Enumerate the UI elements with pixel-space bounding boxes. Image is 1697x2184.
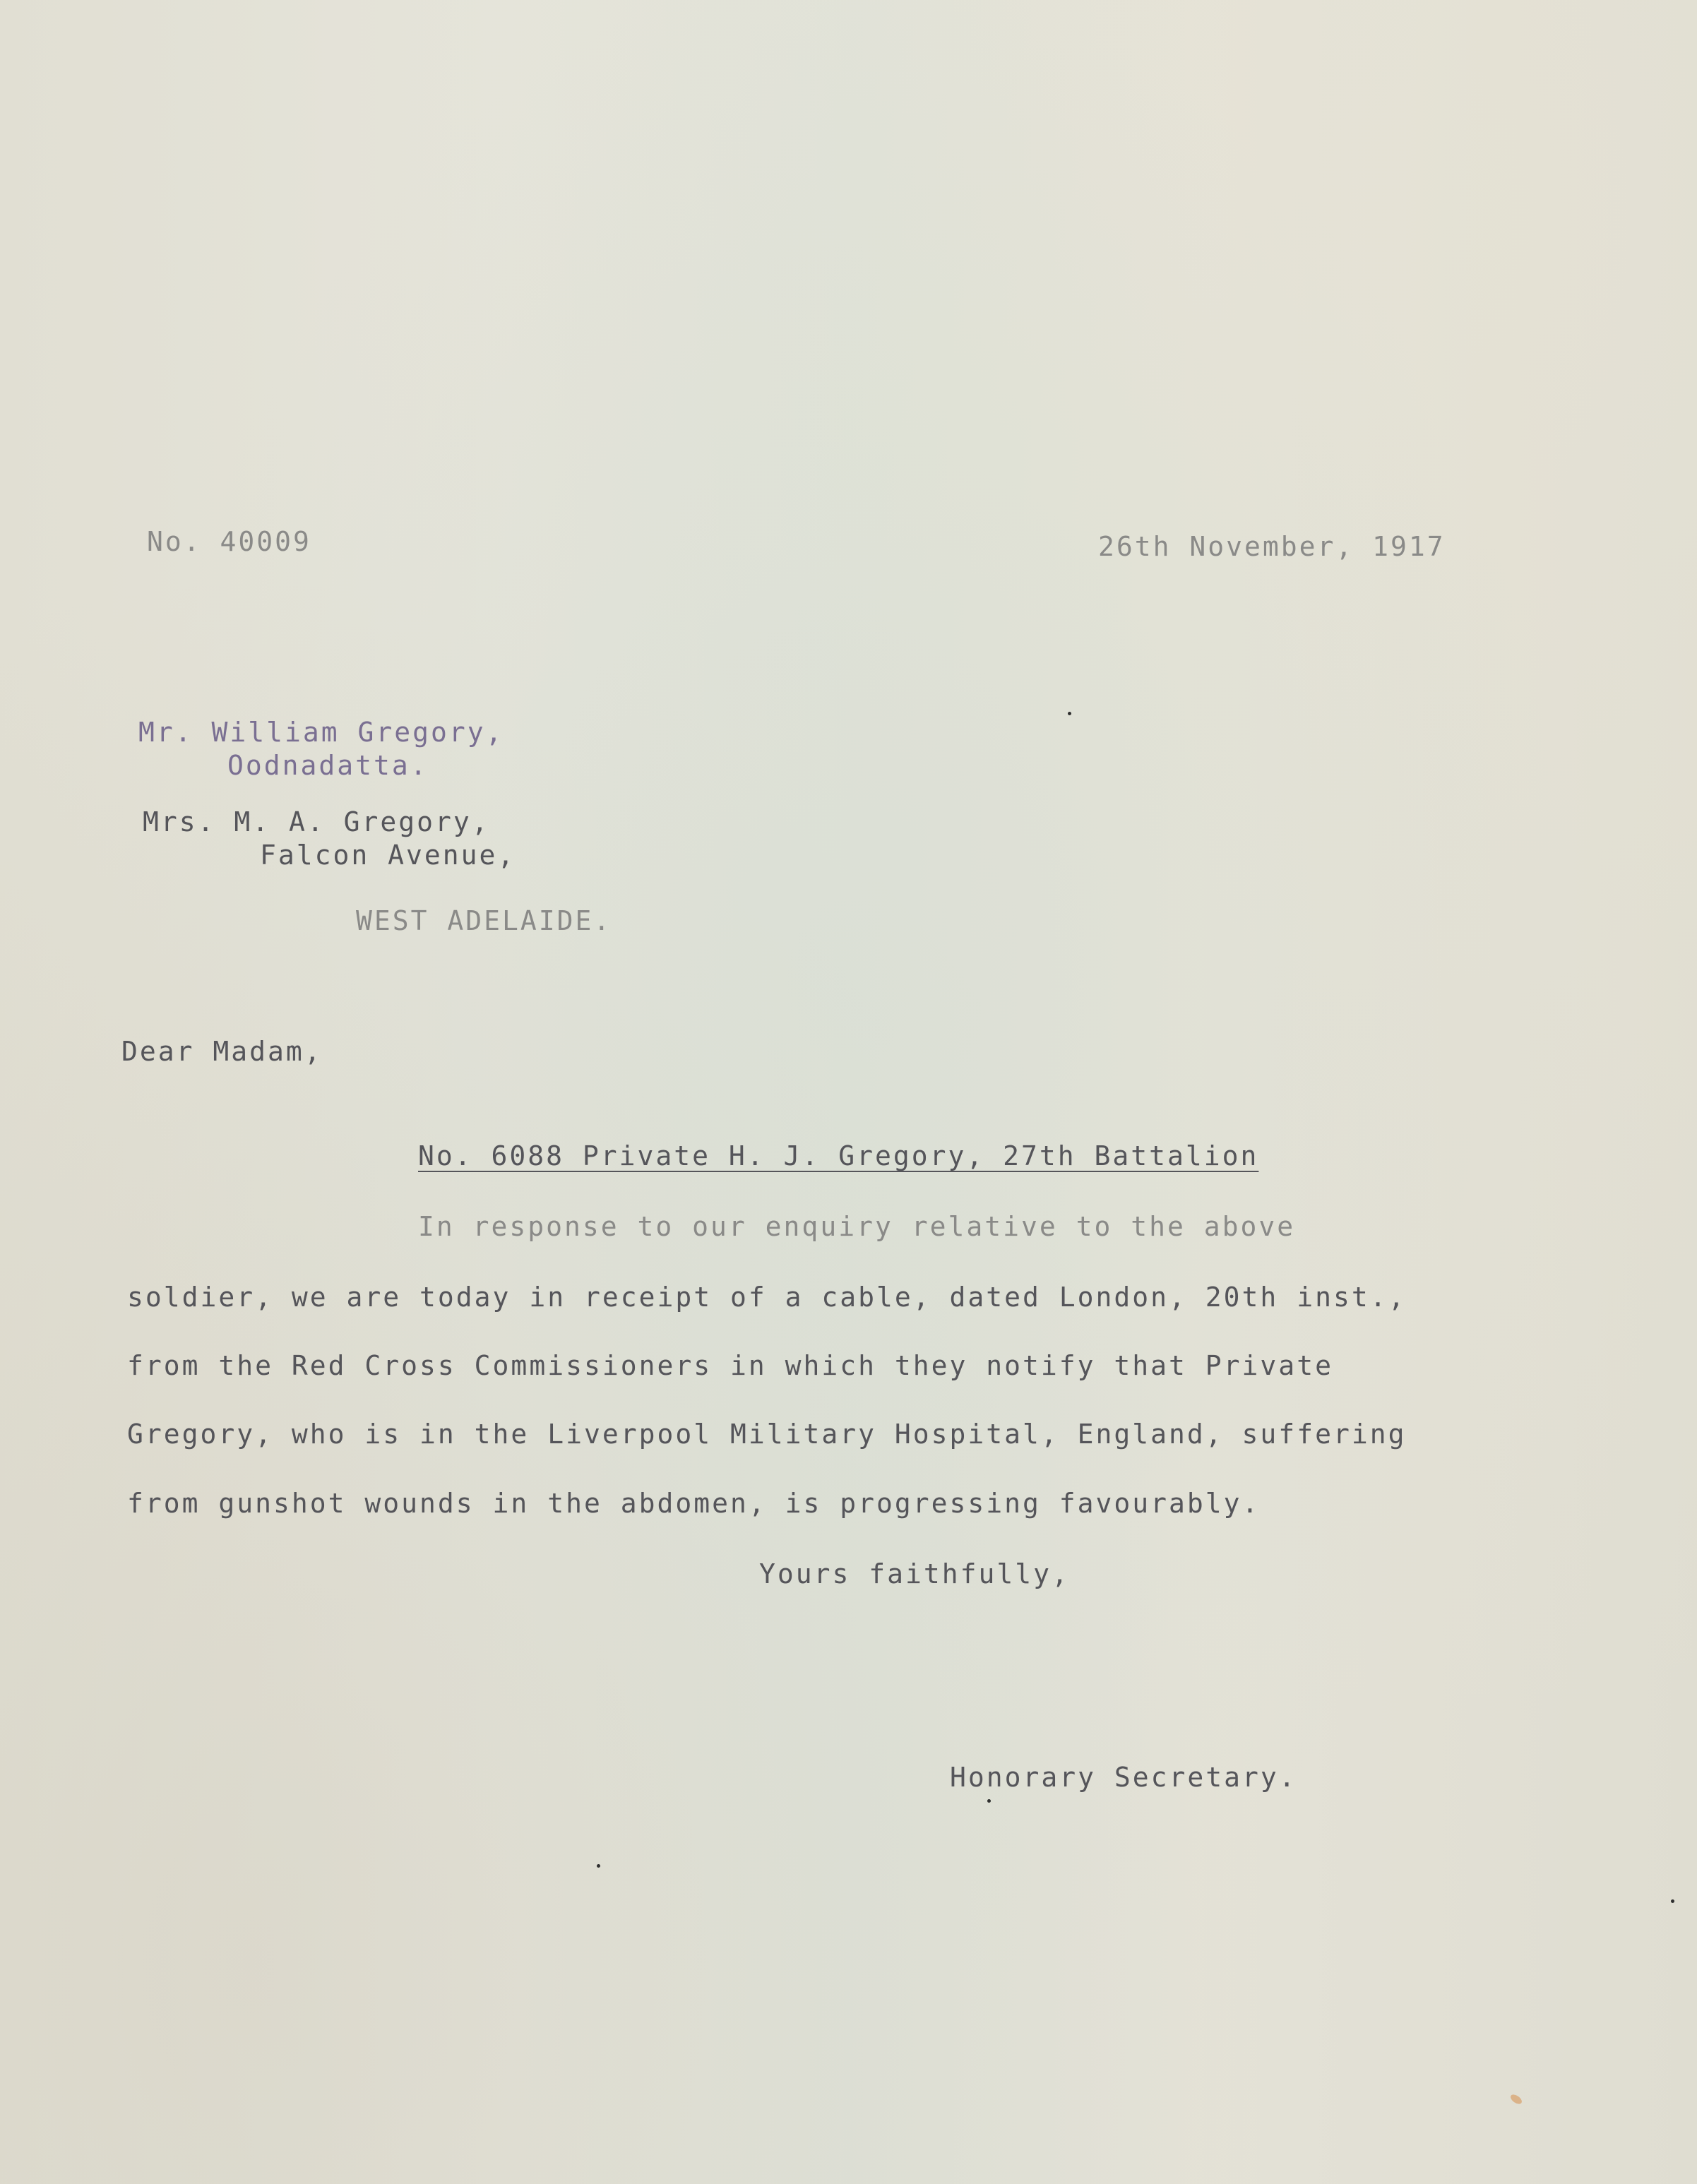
- paper-stain: [1509, 2093, 1523, 2106]
- paper-speck: [1671, 1899, 1674, 1903]
- signatory-title: Honorary Secretary.: [950, 1762, 1297, 1793]
- subject-heading: No. 6088 Private H. J. Gregory, 27th Battalion: [418, 1140, 1259, 1171]
- paper-speck: [1068, 712, 1071, 715]
- recipient-2-name: Mrs. M. A. Gregory,: [143, 806, 490, 837]
- body-line-1: In response to our enquiry relative to the above: [418, 1211, 1296, 1242]
- recipient-2-city: WEST ADELAIDE.: [356, 905, 612, 936]
- reference-number: No. 40009: [147, 526, 311, 557]
- recipient-2-street: Falcon Avenue,: [260, 840, 516, 871]
- closing: Yours faithfully,: [759, 1558, 1070, 1589]
- body-line-4: Gregory, who is in the Liverpool Military Hospital, England, suffering: [127, 1419, 1407, 1450]
- recipient-1-name: Mr. William Gregory,: [138, 717, 504, 748]
- body-line-2: soldier, we are today in receipt of a cable, dated London, 20th inst.,: [127, 1282, 1407, 1313]
- body-line-3: from the Red Cross Commissioners in which they notify that Private: [127, 1350, 1333, 1381]
- paper-speck: [597, 1864, 600, 1868]
- recipient-1-locality: Oodnadatta.: [227, 750, 429, 781]
- paper-speck: [987, 1799, 991, 1803]
- letter-date: 26th November, 1917: [1098, 531, 1446, 562]
- salutation: Dear Madam,: [121, 1036, 323, 1067]
- body-line-5: from gunshot wounds in the abdomen, is progressing favourably.: [127, 1488, 1261, 1519]
